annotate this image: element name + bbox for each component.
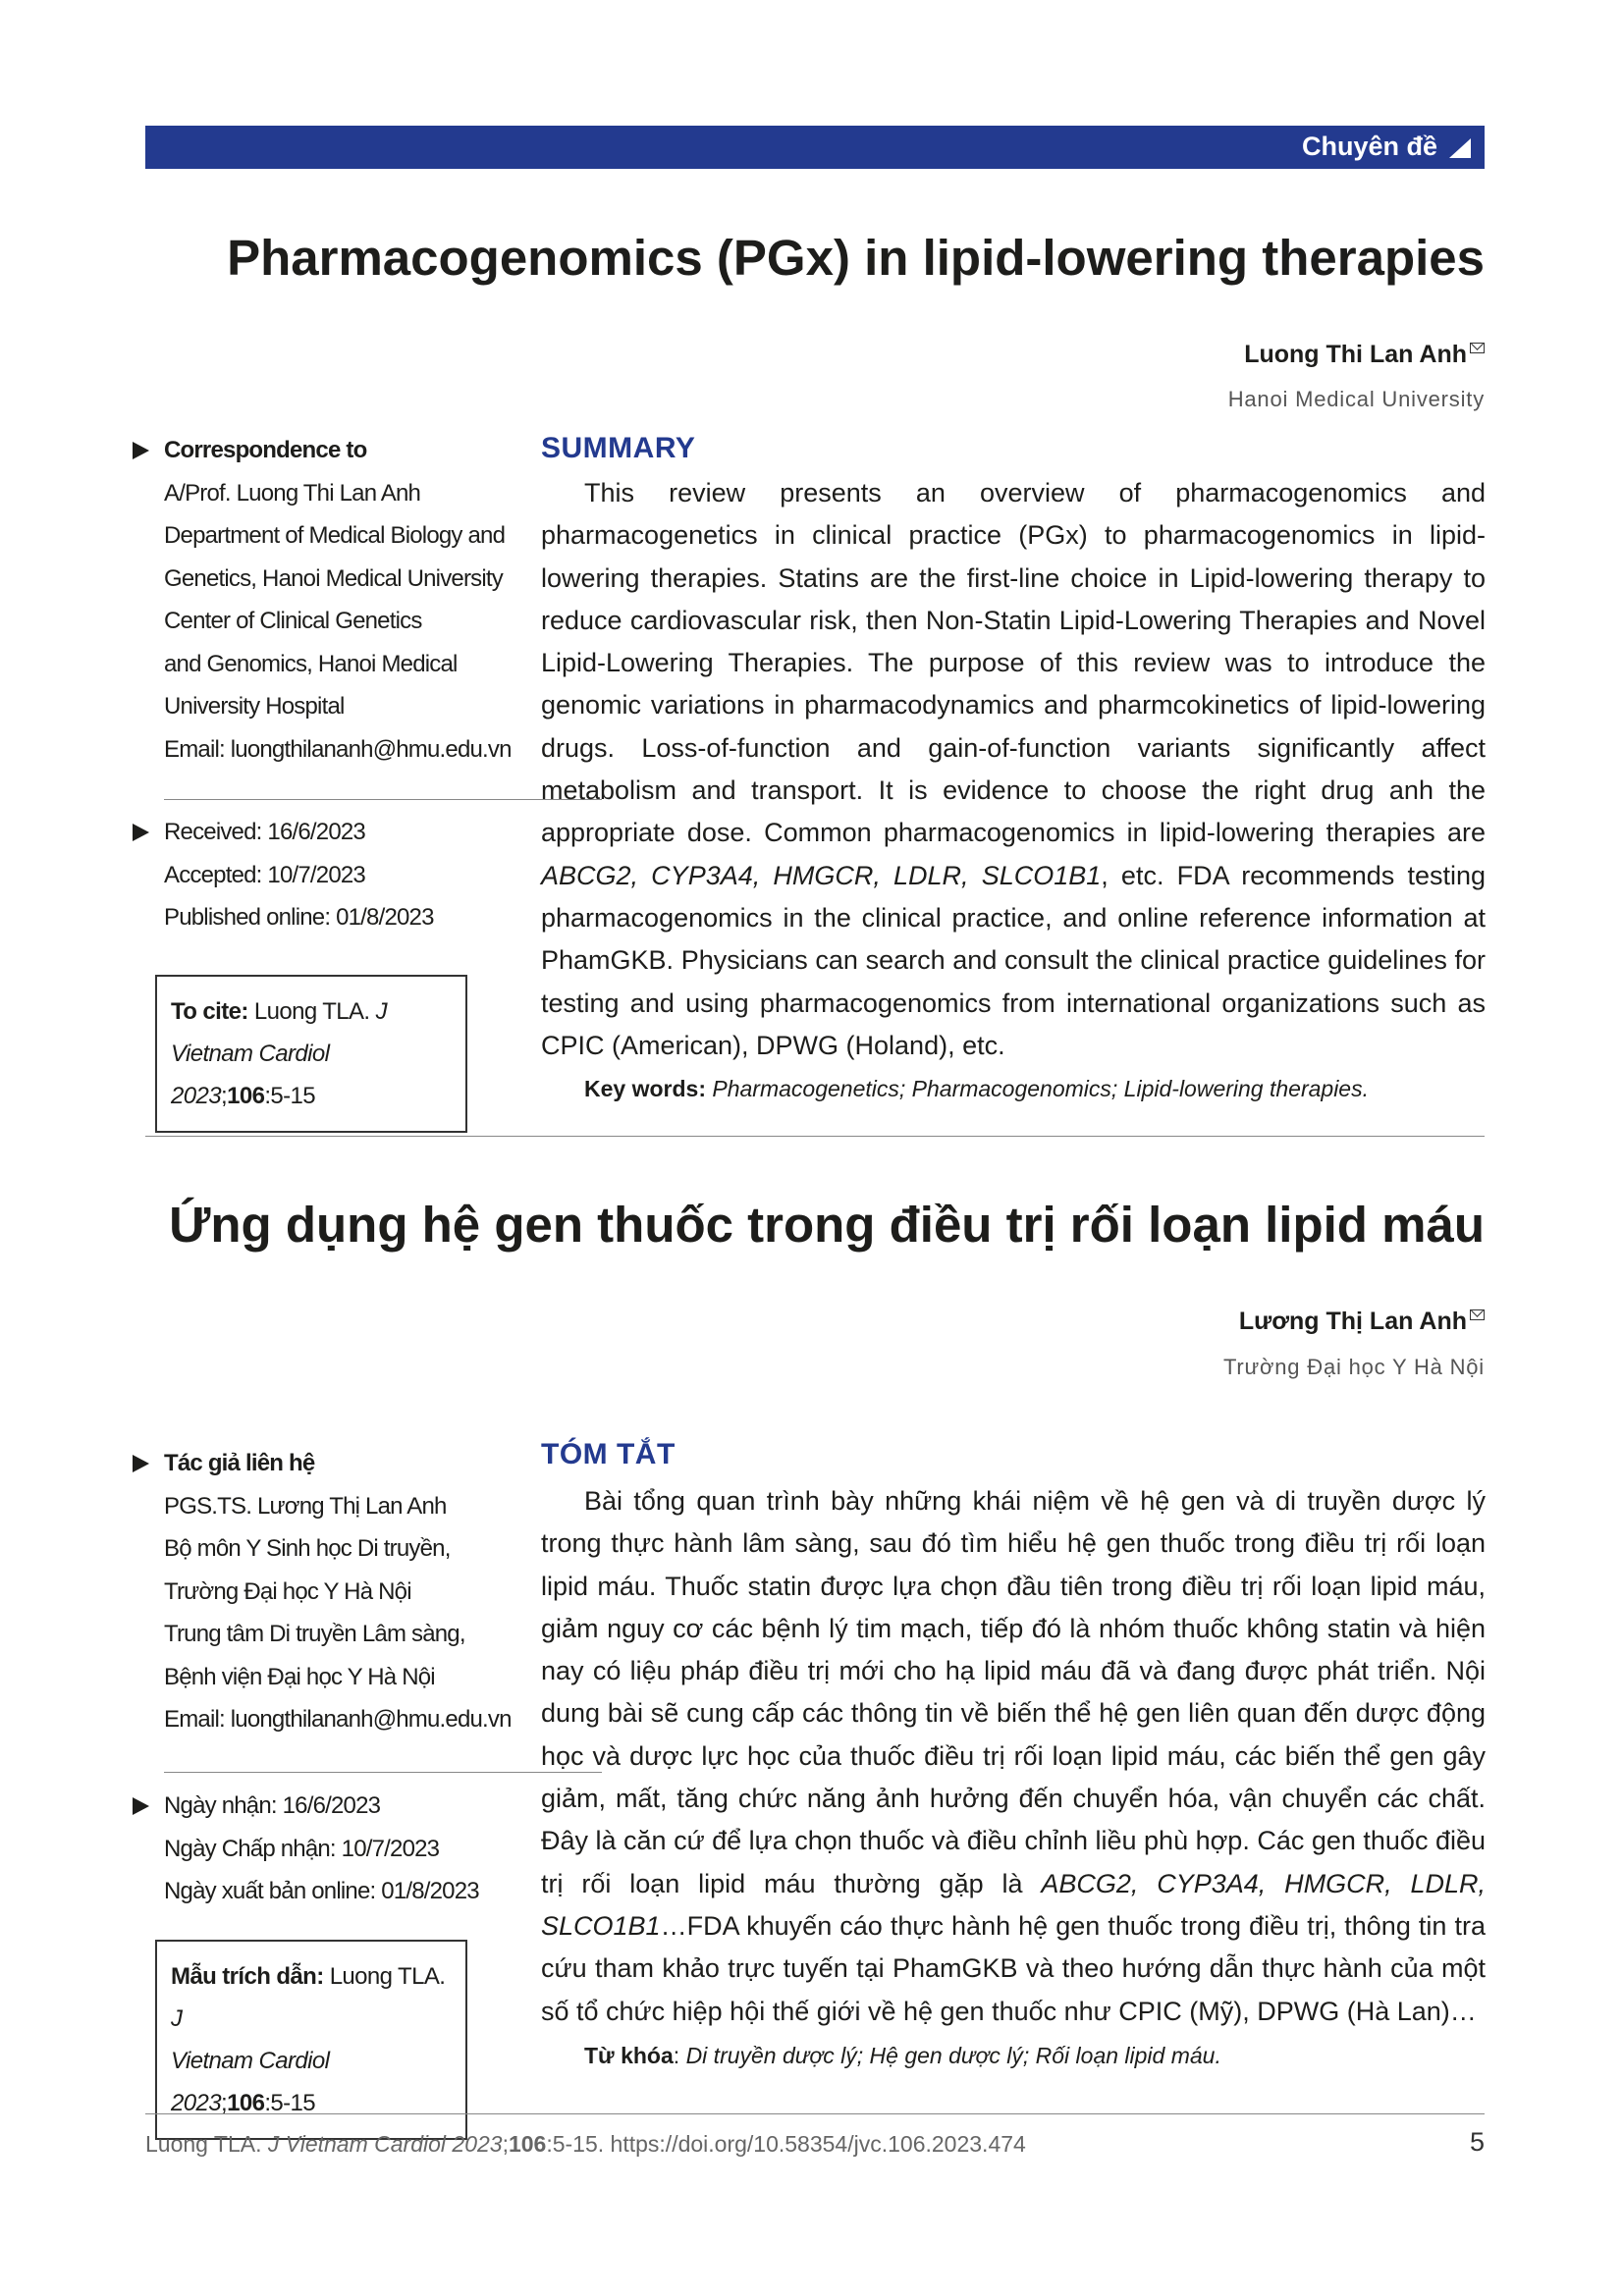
summary-text: , etc. FDA recommends testing pharmacogenomics in the clinical practice, and online reference information at PhamGKB. Physicians can search and consult the clinical practice guidelines for testing and using pharmacogenomics from international organizations such as CPIC (American), DPWG (Holand), etc. [541,860,1487,1060]
footer-citation [145,2131,1026,2158]
correspondence-line: University Hospital [164,693,345,720]
correspondence-line: A/Prof. Luong Thi Lan Anh [164,479,421,507]
triangle-corner-icon [1449,138,1471,158]
vietnamese-summary-heading: TÓM TẮT [541,1438,676,1470]
cite-pages: :5-15 [264,2090,316,2116]
vietnamese-correspondence [164,1442,512,1741]
summary-text: …FDA khuyến cáo thực hành hệ gen thuốc trong điều trị, thông tin tra cứu tham khảo trực tuyến tại PhamGKB và theo hướng dẫn thực hành của một số tổ chức hiệp hội thế giới về hệ gen thuốc như CPIC (Mỹ), DPWG (Hà Lan)… [541,1910,1486,2026]
english-dates [164,811,434,939]
mail-icon[interactable] [1470,1309,1485,1320]
keywords-value: Di truyền dược lý; Hệ gen dược lý; Rối loạn lipid máu. [685,2043,1221,2068]
correspondence-heading: Correspondence to [164,437,367,463]
cite-sep: ; [221,1083,228,1109]
accepted-date: Ngày Chấp nhận: 10/7/2023 [164,1835,440,1862]
english-cite-box [155,975,467,1133]
page-number: 5 [1469,2127,1485,2157]
gene-list: ABCG2, CYP3A4, HMGCR, LDLR, SLCO1B1 [541,1868,1487,1941]
keywords-label: Key words: [584,1076,706,1101]
cite-journal: Vietnam Cardiol 2023 [171,2048,330,2116]
english-title: Pharmacogenomics (PGx) in lipid-lowering therapies [227,230,1485,286]
vietnamese-cite-box [155,1940,467,2140]
correspondence-line: Genetics, Hanoi Medical University [164,564,503,592]
footer-volume: 106 [508,2131,547,2157]
published-date: Ngày xuất bản online: 01/8/2023 [164,1878,479,1904]
published-date: Published online: 01/8/2023 [164,904,434,931]
cite-pages: :5-15 [264,1083,316,1109]
keywords-sep: : [673,2043,686,2068]
keywords-label: Từ khóa [584,2043,674,2068]
keywords-value: Pharmacogenetics; Pharmacogenomics; Lipid-lowering therapies. [712,1076,1369,1101]
mail-icon[interactable] [1470,343,1485,353]
cite-volume: 106 [227,1083,265,1109]
english-affiliation: Hanoi Medical University [1227,387,1485,411]
english-author [1244,341,1485,369]
footer-journal: J Vietnam Cardiol 2023 [267,2131,503,2157]
correspondence-line: Department of Medical Biology and [164,522,506,549]
received-date: Received: 16/6/2023 [164,819,365,845]
vietnamese-author [1239,1308,1485,1336]
correspondence-line: Trường Đại học Y Hà Nội [164,1577,411,1605]
correspondence-heading: Tác giả liên hệ [164,1450,315,1476]
vietnamese-dates [164,1785,479,1913]
divider [164,1772,602,1773]
english-keywords [584,1076,1369,1102]
cite-label: To cite: [171,998,248,1025]
footer-author: Luong TLA. [145,2131,268,2157]
section-header-bar [145,126,1485,169]
section-label: Chuyên đề [1301,132,1437,161]
vietnamese-title: Ứng dụng hệ gen thuốc trong điều trị rối loạn lipid máu [169,1197,1485,1253]
cite-sep: ; [221,2090,228,2116]
cite-journal: J [171,2005,183,2032]
divider [164,799,602,800]
vietnamese-author-name: Lương Thị Lan Anh [1238,1308,1467,1335]
correspondence-email[interactable]: Email: luongthilananh@hmu.edu.vn [164,735,512,763]
correspondence-line: and Genomics, Hanoi Medical [164,650,458,677]
arrow-bullet-icon [133,1797,149,1815]
correspondence-line: Bộ môn Y Sinh học Di truyền, [164,1535,451,1562]
cite-author: Luong TLA. [253,998,370,1025]
correspondence-line: PGS.TS. Lương Thị Lan Anh [164,1492,447,1520]
arrow-bullet-icon [133,442,149,459]
summary-text: Bài tổng quan trình bày những khái niệm về hệ gen và di truyền dược lý trong thực hành lâm sàng, sau đó tìm hiểu hệ gen thuốc trong điều trị rối loạn lipid máu. Thuốc statin được lựa chọn đầu tiên trong điều trị rối loạn lipid máu, giảm nguy cơ các bệnh lý tim mạch, tiếp đó là nhóm thuốc không statin và hiện nay có liệu pháp điều trị mới cho hạ lipid máu đã và đang được phát triển. Nội dung bài sẽ cung cấp các thông tin về biến thể hệ gen liên quan đến dược động học và dược lực học của thuốc điều trị rối loạn lipid máu, các biến thể gen gây giảm, mất, tăng chức năng ảnh hưởng đến chuyển hóa, vận chuyển các chất. Đây là căn cứ để lựa chọn thuốc và điều chỉnh liều phù hợp. Các gen thuốc điều trị rối loạn lipid máu thường gặp là [541,1486,1486,1898]
footer-sep: ; [502,2131,509,2157]
correspondence-line: Bệnh viện Đại học Y Hà Nội [164,1663,435,1690]
cite-label: Mẫu trích dẫn: [171,1963,324,1990]
english-author-name: Luong Thi Lan Anh [1244,341,1467,368]
cite-journal: J Vietnam Cardiol 2023 [171,998,387,1109]
received-date: Ngày nhận: 16/6/2023 [164,1792,381,1819]
arrow-bullet-icon [133,1455,149,1472]
gene-list: ABCG2, CYP3A4, HMGCR, LDLR, SLCO1B1 [541,860,1102,890]
footer-doi[interactable]: :5-15. https://doi.org/10.58354/jvc.106.2023.474 [546,2131,1026,2157]
vietnamese-summary [541,1480,1486,2033]
correspondence-line: Center of Clinical Genetics [164,608,422,634]
vietnamese-keywords [584,2043,1221,2069]
cite-volume: 106 [227,2090,265,2116]
arrow-bullet-icon [133,824,149,841]
vietnamese-affiliation: Trường Đại học Y Hà Nội [1222,1355,1485,1379]
english-summary [541,472,1486,1067]
section-divider [145,1136,1485,1137]
english-summary-heading: SUMMARY [541,432,696,464]
footer-divider [145,2113,1485,2114]
correspondence-email[interactable]: Email: luongthilananh@hmu.edu.vn [164,1706,512,1733]
accepted-date: Accepted: 10/7/2023 [164,861,365,888]
summary-text: This review presents an overview of pharmacogenomics and pharmacogenetics in clinical practice (PGx) to pharmacogenomics in lipid-lowering therapies. Statins are the first-line choice in Lipid-lowering therapy to reduce cardiovascular risk, then Non-Statin Lipid-Lowering Therapies and Novel Lipid-Lowering Therapies. The purpose of this review was to introduce the genomic variations in pharmacodynamics and pharmcokinetics of lipid-lowering drugs. Loss-of-function and gain-of-function variants significantly affect metabolism and transport. It is evidence to choose the right drug anh the appropriate dose. Common pharmacogenomics in lipid-lowering therapies are [541,478,1486,848]
cite-author: Luong TLA. [329,1963,446,1990]
correspondence-line: Trung tâm Di truyền Lâm sàng, [164,1621,465,1647]
english-correspondence [164,429,512,771]
